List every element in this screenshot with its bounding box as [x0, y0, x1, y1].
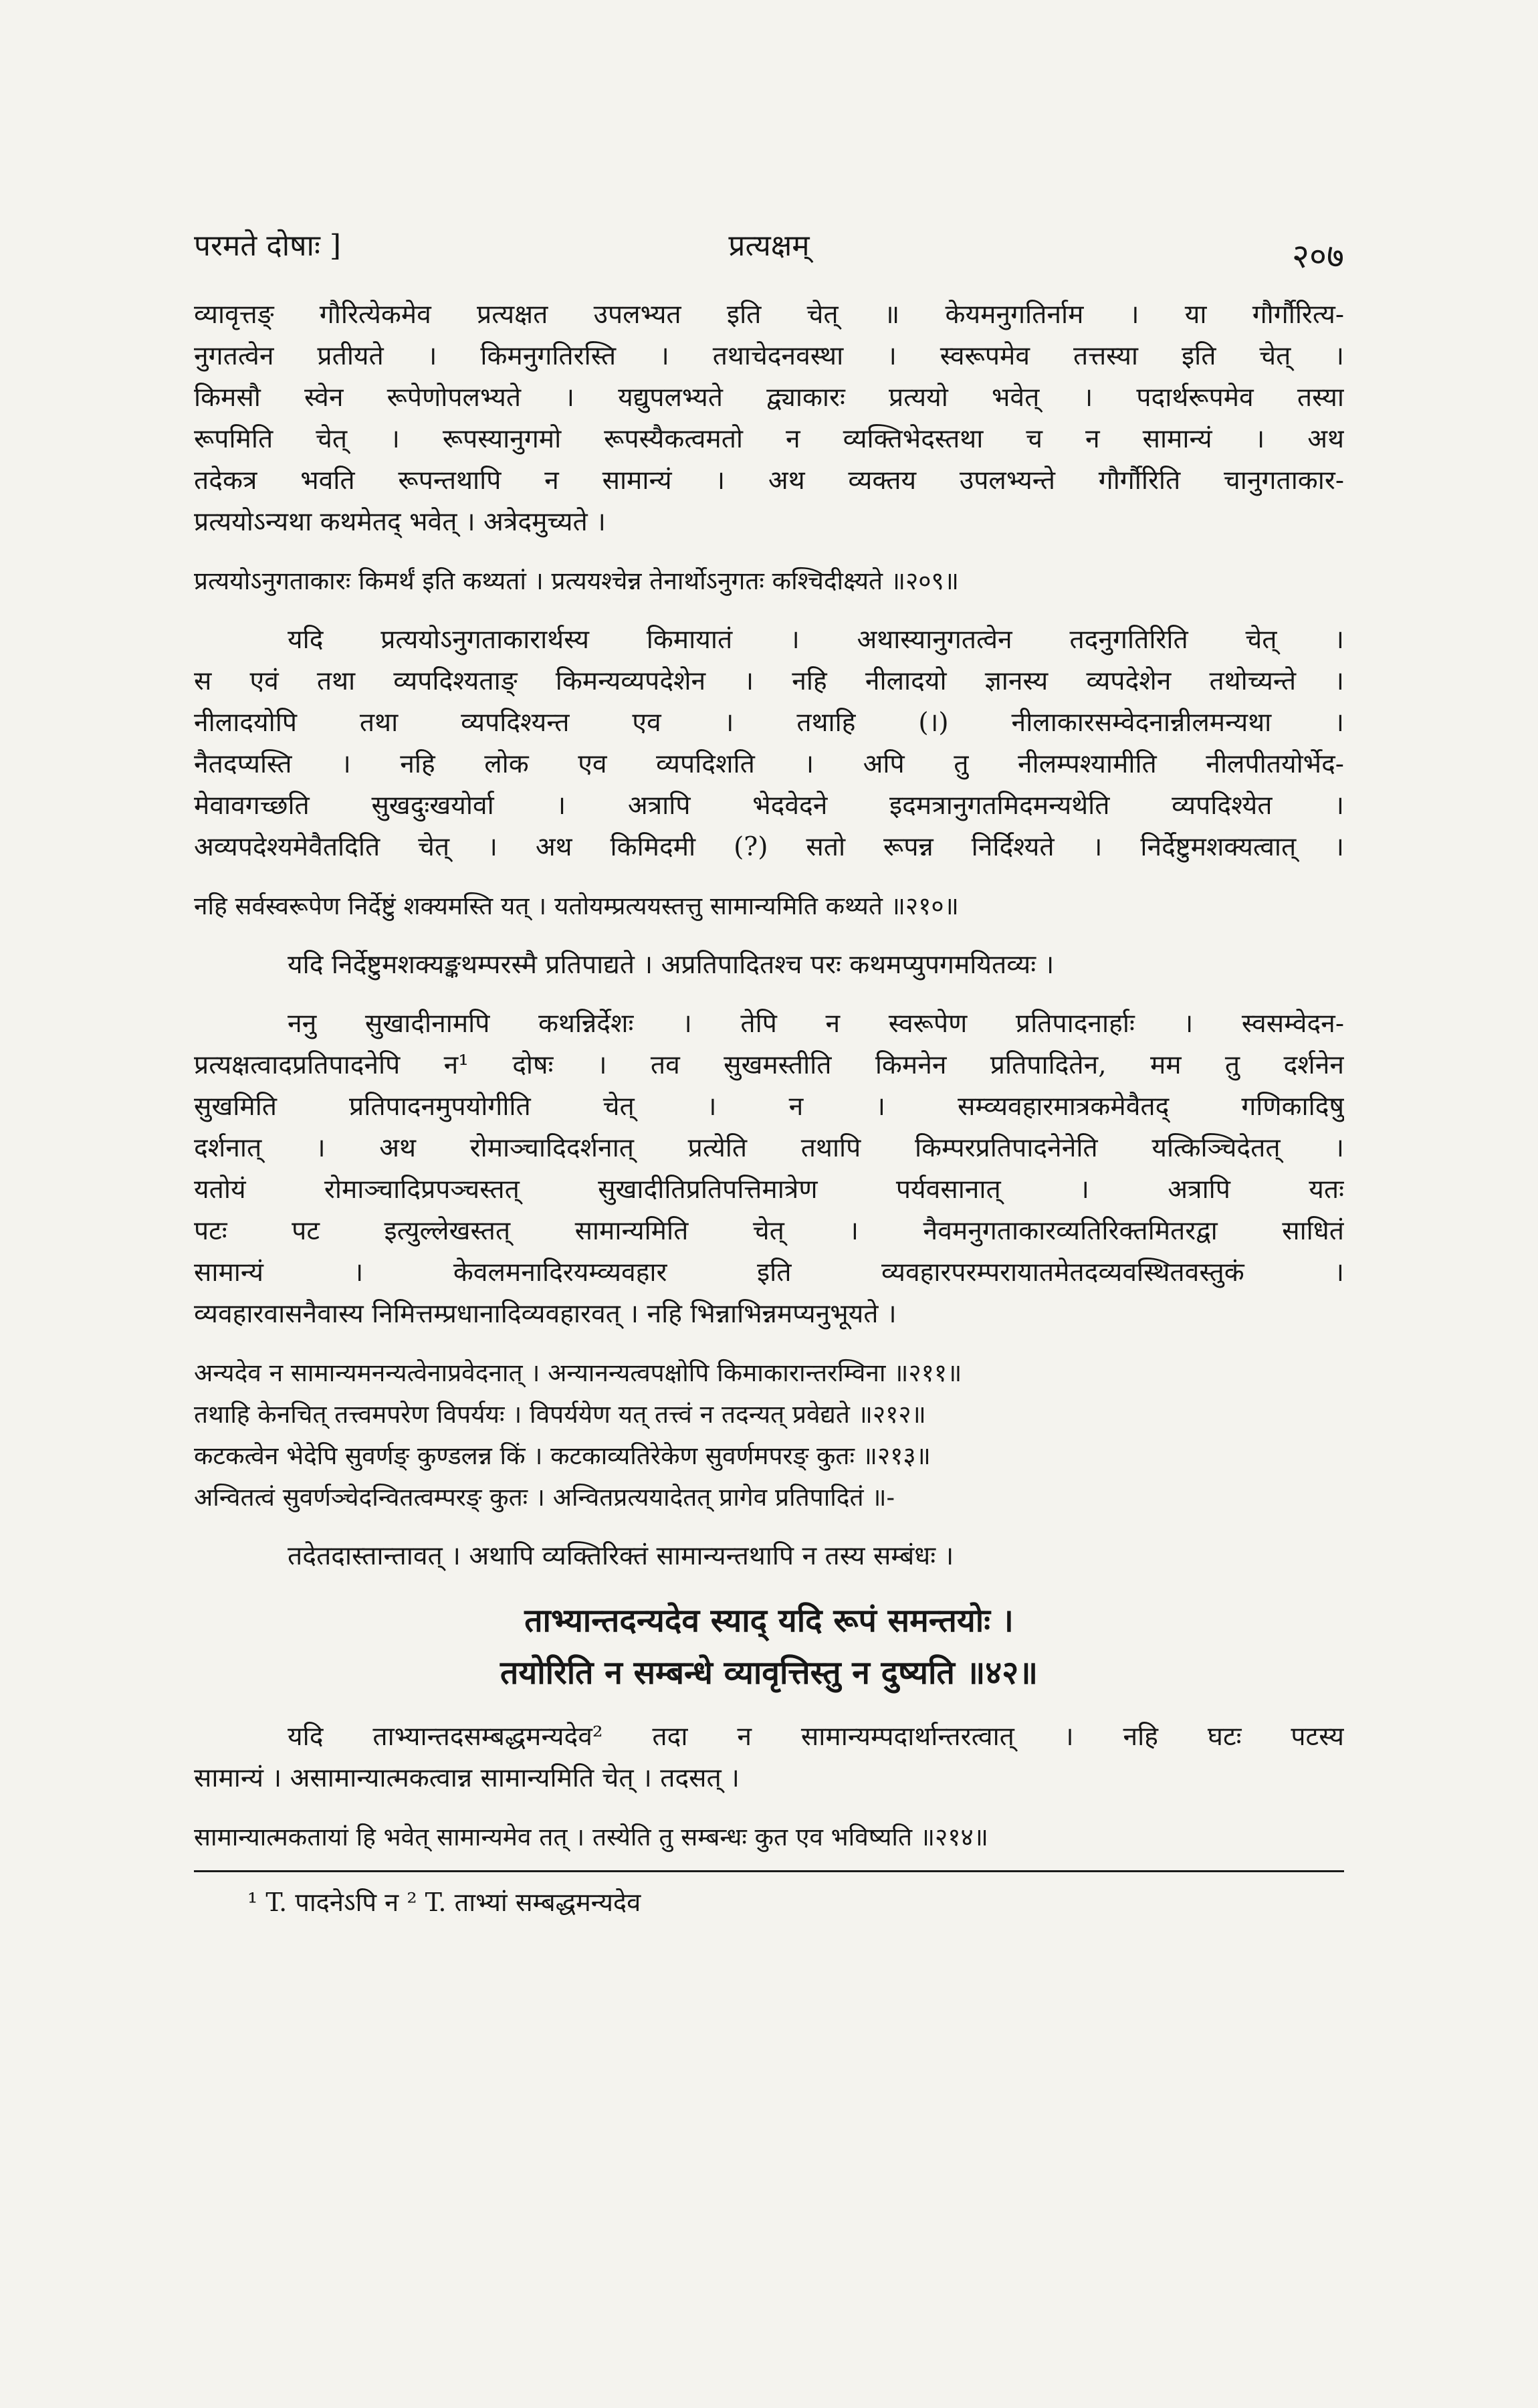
commentary-paragraph-4 — [194, 1003, 1344, 1335]
page-body — [194, 294, 1344, 1923]
text-line: सुखमिति प्रतिपादनमुपयोगीति चेत् । न । सम्व्यवहारमात्रकमेवैतद् गणिकादिषु — [194, 1092, 1344, 1122]
text-line: अव्यपदेश्यमेवैतदिति चेत् । अथ किमिदमी (?) सतो रूपन्न निर्दिश्यते । निर्देष्टुमशक्यत्वात् । — [194, 832, 1344, 862]
text-line: नुगतत्वेन प्रतीयते । किमनुगतिरस्ति । तथाचेदनवस्था । स्वरूपमेव तत्तस्या इति चेत् । — [194, 341, 1344, 371]
verse-210 — [194, 886, 1344, 927]
text-line: सामान्यं । केवलमनादिरयम्व्यवहार इति व्यवहारपरम्परायातमेतदव्यवस्थितवस्तुकं । — [194, 1258, 1344, 1288]
text-line: पटः पट इत्युल्लेखस्तत् सामान्यमिति चेत् । नैवमनुगताकारव्यतिरिक्तमितरद्वा साधितं — [194, 1216, 1344, 1246]
text-line: यदि ताभ्यान्तदसम्बद्धमन्यदेव² तदा न सामान्यम्पदार्थान्तरत्वात् । नहि घटः पटस्य — [288, 1722, 1344, 1752]
chapter-title: प्रत्यक्षम् — [728, 229, 810, 263]
text-line: स एवं तथा व्यपदिश्यताङ् किमन्यव्यपदेशेन । नहि नीलादयो ज्ञानस्य व्यपदेशेन तथोच्यन्ते । — [194, 666, 1344, 696]
text-line: यदि प्रत्ययोऽनुगताकारार्थस्य किमायातं । अथास्यानुगतत्वेन तदनुगतिरिति चेत् । — [288, 625, 1344, 655]
text-line: यतोयं रोमाञ्चादिप्रपञ्चस्तत् सुखादीतिप्रतिपत्तिमात्रेण पर्यवसानात् । अत्रापि यतः — [194, 1175, 1344, 1205]
verse-line: अन्वितत्वं सुवर्णञ्चेदन्वितत्वम्परङ् कुतः । अन्वितप्रत्ययादेतत् प्रागेव प्रतिपादितं ॥- — [194, 1483, 895, 1512]
verse-line: नहि सर्वस्वरूपेण निर्देष्टुं शक्यमस्ति यत् । यतोयम्प्रत्ययस्तत्तु सामान्यमिति कथ्यते ॥२१०॥ — [194, 892, 959, 920]
text-line: प्रत्ययोऽन्यथा कथमेतद् भवेत् । अत्रेदमुच्यते । — [194, 507, 606, 537]
commentary-paragraph-6 — [194, 1716, 1344, 1799]
text-line: व्यवहारवासनैवास्य निमित्तम्प्रधानादिव्यवहारवत् । नहि भिन्नाभिन्नमप्यनुभूयते । — [194, 1299, 897, 1329]
commentary-paragraph-3 — [194, 944, 1344, 986]
text-line: दर्शनात् । अथ रोमाञ्चादिदर्शनात् प्रत्येति तथापि किम्परप्रतिपादनेनेति यत्किञ्चिदेतत् । — [194, 1133, 1344, 1163]
text-line: तदेकत्र भवति रूपन्तथापि न सामान्यं । अथ व्यक्तय उपलभ्यन्ते गौर्गौरिति चानुगताकार- — [194, 466, 1344, 496]
page-number: २०७ — [1292, 237, 1344, 276]
text-line: व्यावृत्तङ् गौरित्येकमेव प्रत्यक्षत उपलभ्यत इति चेत् ॥ केयमनुगतिर्नाम । या गौर्गौरित्य- — [194, 300, 1344, 330]
text-line: यदि निर्देष्टुमशक्यङ्कथम्परस्मै प्रतिपाद्यते । अप्रतिपादितश्च परः कथमप्युपगमयितव्यः । — [288, 950, 1055, 980]
karika-line: तयोरिति न सम्बन्धे व्यावृत्तिस्तु न दुष्यति ॥४२॥ — [500, 1654, 1038, 1692]
verse-line: तथाहि केनचित् तत्त्वमपरेण विपर्ययः । विपर्ययेण यत् तत्त्वं न तदन्यत् प्रवेद्यते ॥२१२॥ — [194, 1400, 926, 1429]
verse-line: प्रत्ययोऽनुगताकारः किमर्थं इति कथ्यतां । प्रत्ययश्चेन्न तेनार्थोऽनुगतः कश्चिदीक्ष्यते ॥२०९॥ — [194, 567, 959, 595]
verse-209 — [194, 561, 1344, 602]
verse-line: कटकत्वेन भेदेपि सुवर्णङ् कुण्डलन्न किं । कटकाव्यतिरेकेण सुवर्णमपरङ् कुतः ॥२१३॥ — [194, 1441, 931, 1470]
commentary-paragraph-5 — [194, 1536, 1344, 1577]
text-line: ननु सुखादीनामपि कथन्निर्देशः । तेपि न स्वरूपेण प्रतिपादनार्हाः । स्वसम्वेदन- — [288, 1009, 1344, 1039]
running-head — [194, 224, 1344, 276]
text-line: तदेतदास्तान्तावत् । अथापि व्यक्तिरिक्तं सामान्यन्तथापि न तस्य सम्बंधः । — [288, 1541, 954, 1571]
text-line: नीलादयोपि तथा व्यपदिश्यन्त एव । तथाहि (।) नीलाकारसम्वेदनान्नीलमन्यथा । — [194, 708, 1344, 738]
text-line: किमसौ स्वेन रूपेणोपलभ्यते । यद्युपलभ्यते द्व्याकारः प्रत्ययो भवेत् । पदार्थरूपमेव तस्या — [194, 383, 1344, 413]
karika-line: ताभ्यान्तदन्यदेव स्याद् यदि रूपं समन्तयोः । — [524, 1602, 1014, 1639]
text-line: मेवावगच्छति सुखदुःखयोर्वा । अत्रापि भेदवेदने इदमत्रानुगतमिदमन्यथेति व्यपदिश्येत । — [194, 791, 1344, 821]
text-line: सामान्यं । असामान्यात्मकत्वान्न सामान्यमिति चेत् । तदसत् । — [194, 1763, 740, 1793]
verse-214 — [194, 1817, 1344, 1858]
text-line: रूपमिति चेत् । रूपस्यानुगमो रूपस्यैकत्वमतो न व्यक्तिभेदस्तथा च न सामान्यं । अथ — [194, 424, 1344, 454]
verse-line: अन्यदेव न सामान्यमनन्यत्वेनाप्रवेदनात् । अन्यानन्यत्वपक्षोपि किमाकारान्तरम्विना ॥२११॥ — [194, 1359, 962, 1387]
text-line: प्रत्यक्षत्वादप्रतिपादनेपि न¹ दोषः । तव सुखमस्तीति किमनेन प्रतिपादितेन, मम तु दर्शनेन — [194, 1050, 1344, 1080]
text-line: नैतदप्यस्ति । नहि लोक एव व्यपदिशति । अपि तु नीलम्पश्यामीति नीलपीतयोर्भेद- — [194, 749, 1344, 779]
verses-211-213 — [194, 1352, 1344, 1518]
footnote-rule — [194, 1870, 1344, 1872]
commentary-paragraph-1 — [194, 294, 1344, 543]
commentary-paragraph-2 — [194, 619, 1344, 868]
footnotes: ¹ T. पादनेऽपि न ² T. ताभ्यां सम्बद्धमन्यदेव — [247, 1888, 641, 1917]
verse-line: सामान्यात्मकतायां हि भवेत् सामान्यमेव तत् । तस्येति तु सम्बन्धः कुत एव भविष्यति ॥२१४॥ — [194, 1823, 988, 1851]
section-title: परमते दोषाः ] — [194, 229, 341, 263]
karika-42 — [194, 1595, 1344, 1699]
